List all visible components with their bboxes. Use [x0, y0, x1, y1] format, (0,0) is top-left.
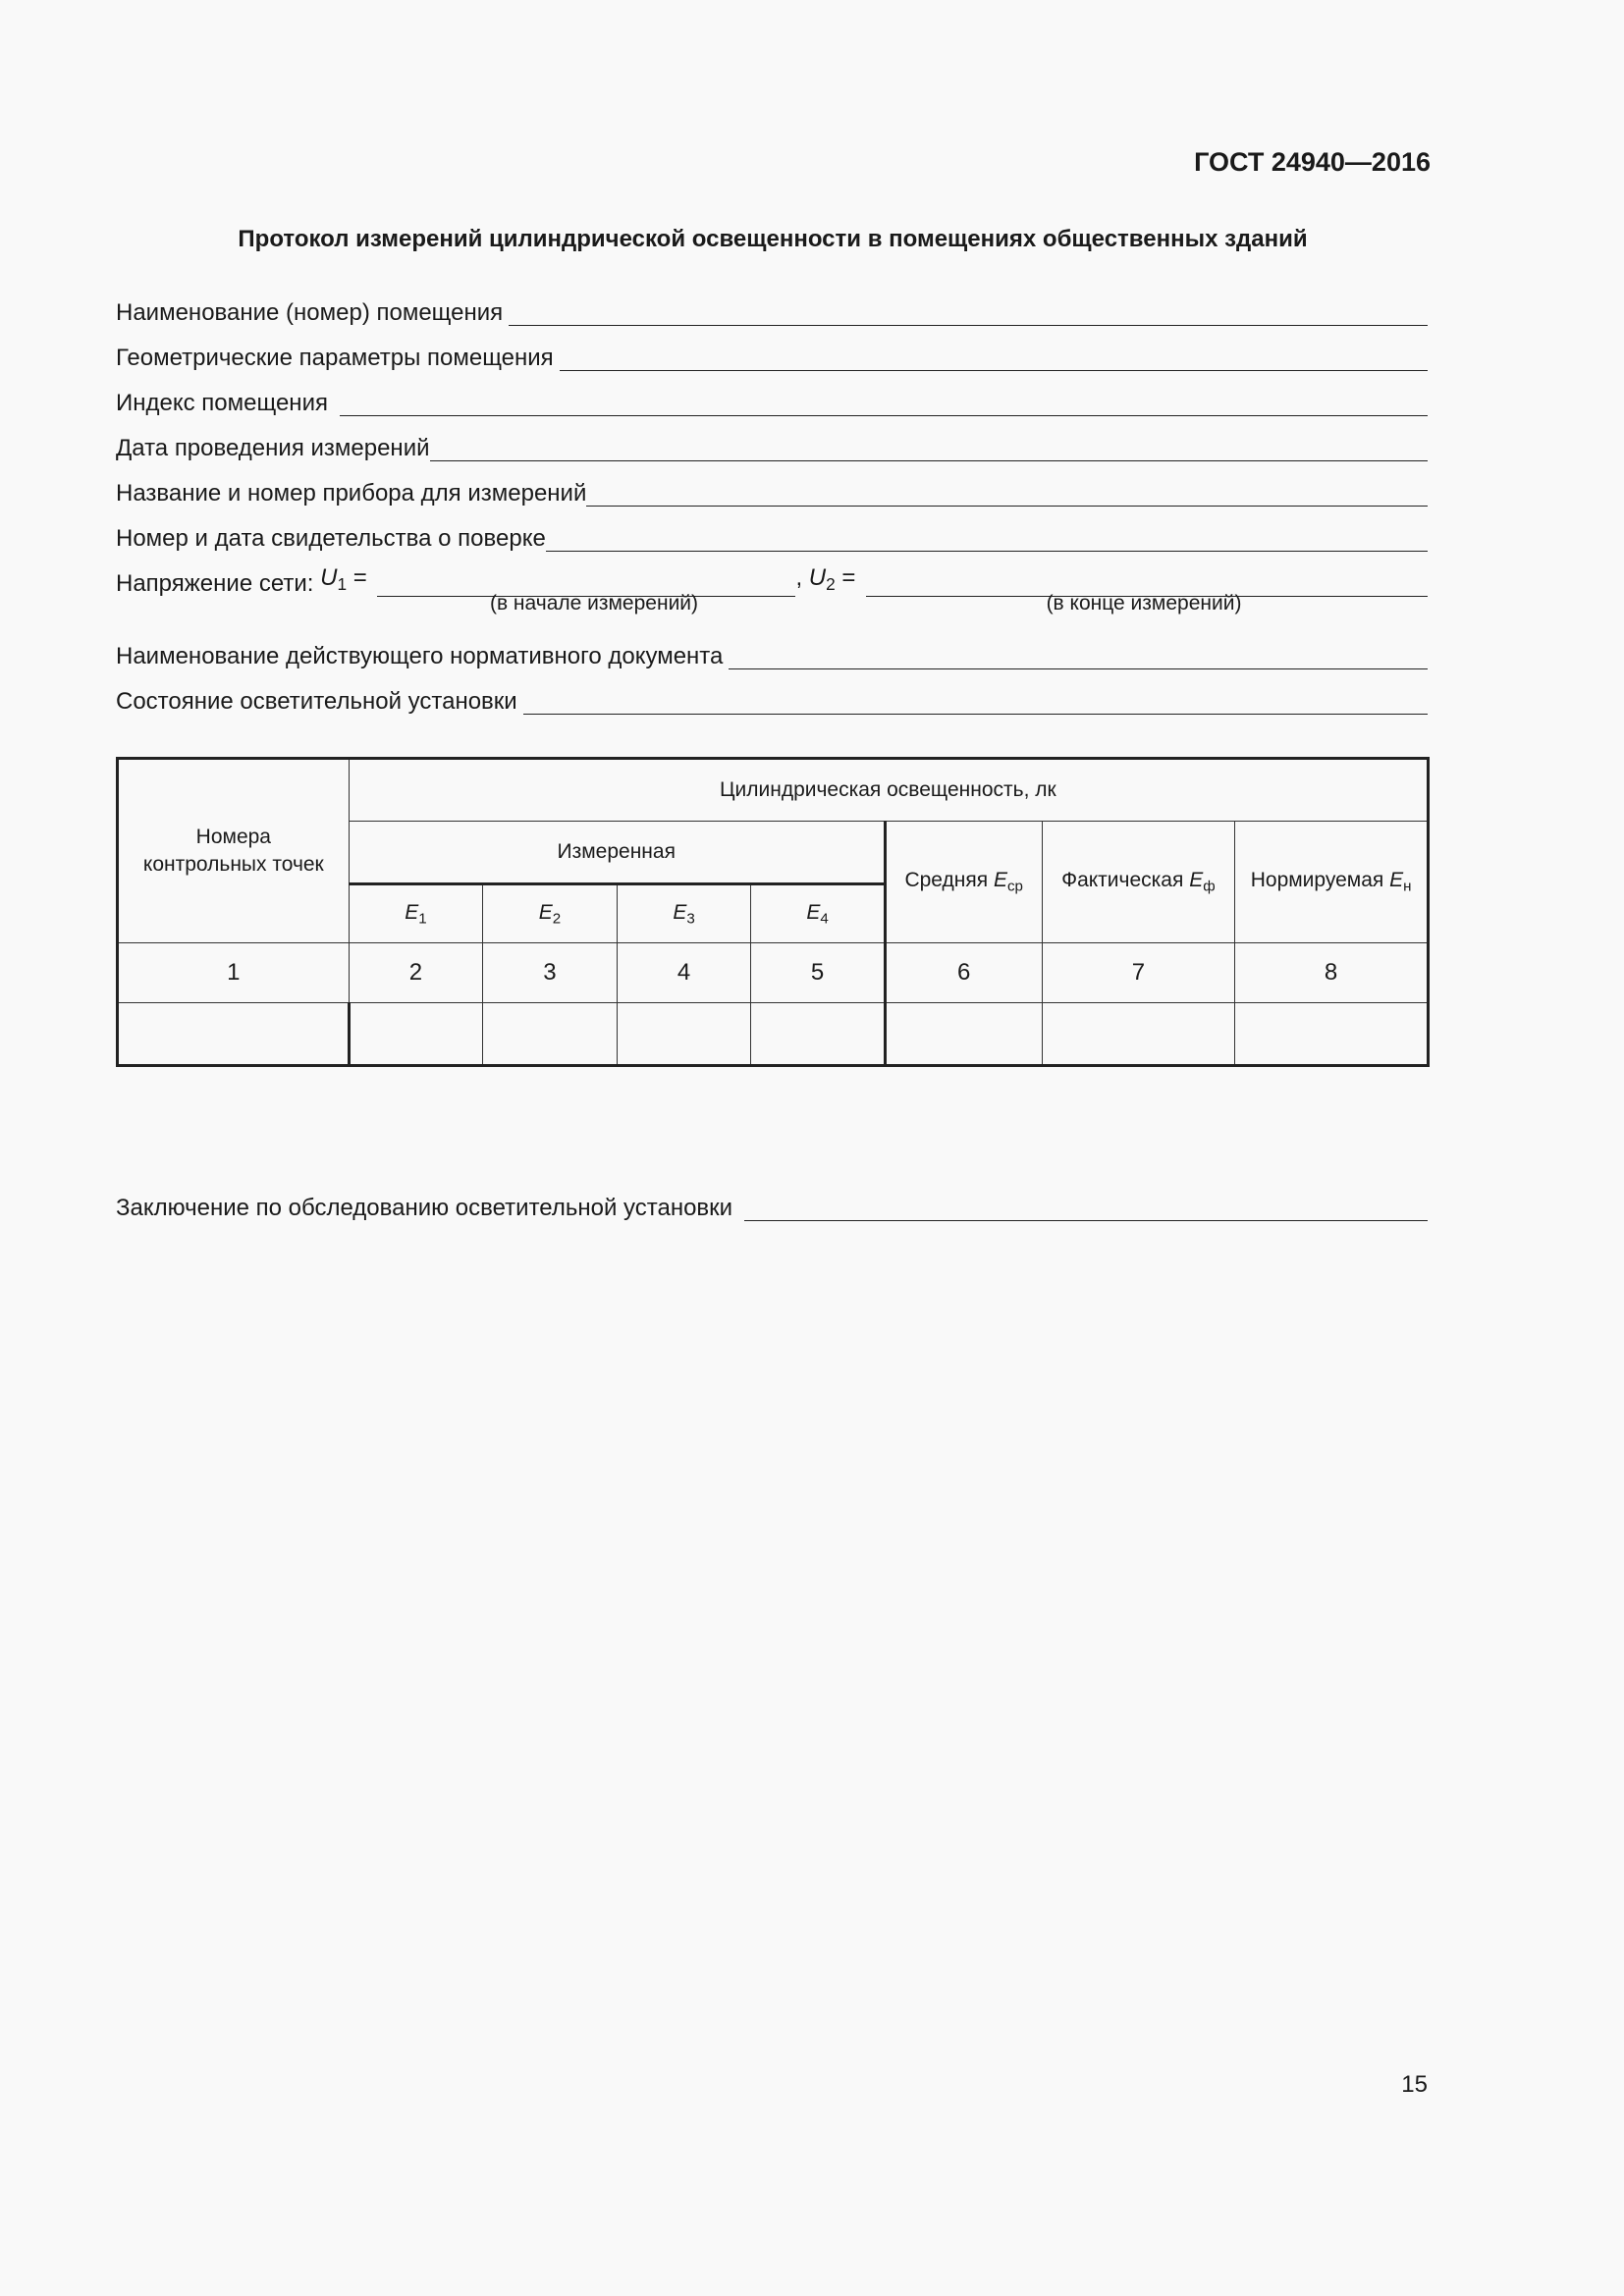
field-room-name-blank[interactable]	[509, 295, 1428, 326]
u2-symbol: , $U_2$ =	[795, 563, 863, 594]
col-number: 7	[1042, 943, 1235, 1003]
field-conclusion-label: Заключение по обследованию осветительной установки	[116, 1195, 733, 1221]
field-certificate-blank[interactable]	[546, 521, 1428, 552]
data-cell[interactable]	[483, 1003, 618, 1066]
field-date	[116, 422, 1428, 461]
header-e1: $E_1$	[349, 884, 483, 943]
u2-note: (в конце измерений)	[1046, 592, 1242, 614]
field-conclusion	[116, 1182, 1428, 1221]
page-title: Протокол измерений цилиндрической освещенности в помещениях общественных зданий	[238, 226, 1308, 252]
field-voltage	[116, 558, 1428, 597]
header-e2: $E_2$	[483, 884, 618, 943]
field-date-label: Дата проведения измерений	[116, 435, 430, 461]
data-cell[interactable]	[349, 1003, 483, 1066]
header-normative: Нормируемая $E_н$	[1235, 822, 1429, 943]
data-cell[interactable]	[1235, 1003, 1429, 1066]
col-number: 6	[885, 943, 1042, 1003]
field-device-blank[interactable]	[586, 476, 1428, 507]
field-date-blank[interactable]	[430, 431, 1429, 461]
header-cylindrical-illuminance: Цилиндрическая освещенность, лк	[349, 759, 1428, 822]
voltage-label: Напряжение сети:	[116, 570, 321, 597]
field-room-name-label: Наименование (номер) помещения	[116, 299, 504, 326]
field-norm-doc-label: Наименование действующего нормативного документа	[116, 643, 724, 669]
field-room-index-label: Индекс помещения	[116, 390, 328, 416]
header-measured: Измеренная	[349, 822, 885, 884]
field-installation-state-label: Состояние осветительной установки	[116, 688, 517, 715]
field-device-label: Название и номер прибора для измерений	[116, 480, 587, 507]
header-points: Номера контрольных точек	[118, 759, 350, 943]
u1-symbol: $U_1$ =	[320, 563, 374, 594]
col-number: 1	[118, 943, 350, 1003]
field-conclusion-blank[interactable]	[744, 1191, 1428, 1221]
field-norm-doc-blank[interactable]	[729, 639, 1428, 669]
data-cell[interactable]	[617, 1003, 751, 1066]
measurements-table	[116, 757, 1430, 1067]
field-norm-doc	[116, 630, 1428, 669]
header-e3: $E_3$	[617, 884, 751, 943]
field-room-index	[116, 377, 1428, 416]
field-certificate	[116, 512, 1428, 552]
col-number: 8	[1235, 943, 1429, 1003]
data-cell[interactable]	[751, 1003, 886, 1066]
field-certificate-label: Номер и дата свидетельства о поверке	[116, 525, 546, 552]
col-number: 4	[617, 943, 751, 1003]
header-actual: Фактическая $E_ф$	[1042, 822, 1235, 943]
field-device	[116, 467, 1428, 507]
field-room-name	[116, 287, 1428, 326]
field-geometry-blank[interactable]	[560, 341, 1428, 371]
field-geometry	[116, 332, 1428, 371]
page-number: 15	[1401, 2071, 1428, 2098]
data-cell[interactable]	[885, 1003, 1042, 1066]
data-cell[interactable]	[118, 1003, 350, 1066]
col-number: 3	[483, 943, 618, 1003]
header-average: Средняя $E_{ср}$	[885, 822, 1042, 943]
standard-number: ГОСТ 24940—2016	[1194, 147, 1431, 177]
col-number: 2	[349, 943, 483, 1003]
header-e4: $E_4$	[751, 884, 886, 943]
field-installation-state-blank[interactable]	[523, 684, 1428, 715]
field-geometry-label: Геометрические параметры помещения	[116, 345, 554, 371]
field-room-index-blank[interactable]	[340, 386, 1428, 416]
data-cell[interactable]	[1042, 1003, 1235, 1066]
field-installation-state	[116, 675, 1428, 715]
col-number: 5	[751, 943, 886, 1003]
u1-note: (в начале измерений)	[489, 592, 699, 614]
